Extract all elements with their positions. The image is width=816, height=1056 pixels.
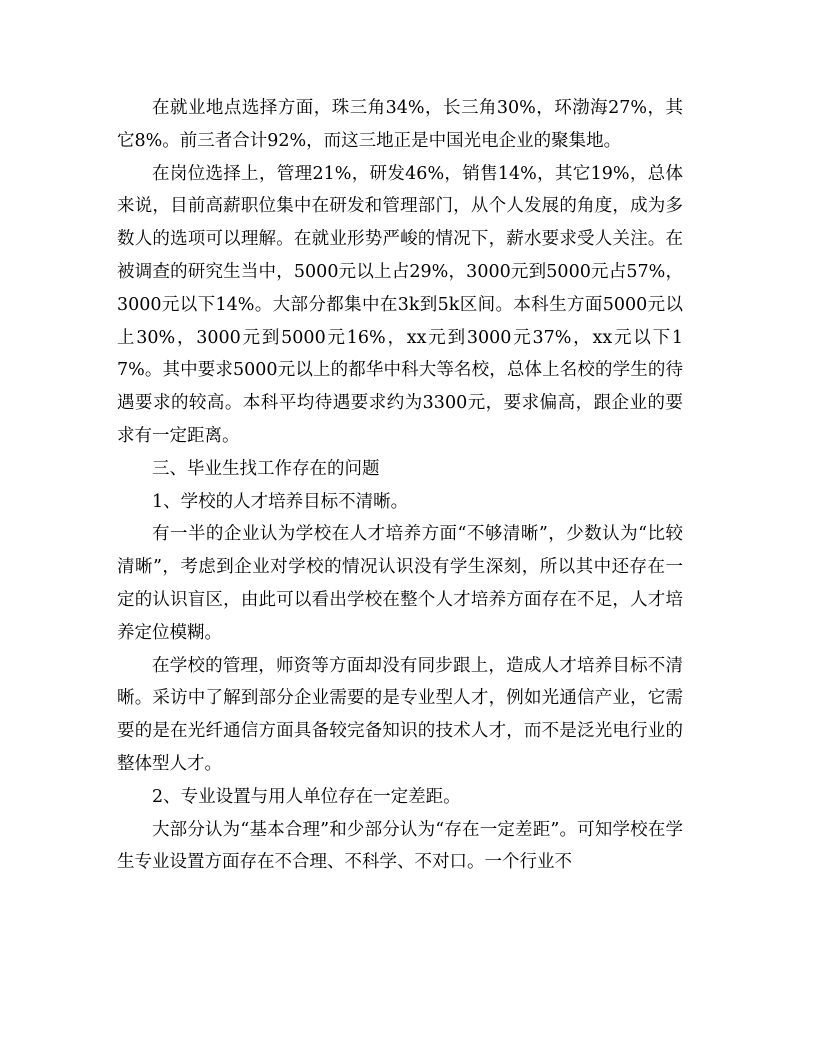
paragraph-employment-location: 在就业地点选择方面，珠三角34%，长三角30%，环渤海27%，其它8%。前三者合计92%，而这三地正是中国光电企业的聚集地。 — [117, 98, 683, 151]
paragraph-training-clarity: 有一半的企业认为学校在人才培养方面“不够清晰”，少数认为“比较清晰”，考虑到企业对学校的情况认识没有学生深刻，所以其中还存在一定的认识盲区，由此可以看出学校在整个人才培养方面存在不足，人才培养定位模糊。 — [117, 524, 683, 643]
paragraph-position-and-salary: 在岗位选择上，管理21%，研发46%，销售14%，其它19%，总体来说，目前高薪职位集中在研发和管理部门，从个人发展的角度，成为多数人的选项可以理解。在就业形势严峻的情况下，薪水要求受人关注。在被调查的研究生当中，5000元以上占29%，3000元到5000元占57%，3000元以下14%。大部分都集中在3k到5k区间。本科生方面5000元以上30%，3000元到5000元16%，xx元到3000元37%，xx元以下17%。其中要求5000元以上的都华中科大等名校，总体上名校的学生的待遇要求的较高。本科平均待遇要求约为3300元，要求偏高，跟企业的要求有一定距离。 — [117, 163, 683, 446]
document-body — [117, 92, 683, 879]
paragraph-management-faculty: 在学校的管理，师资等方面却没有同步跟上，造成人才培养目标不清晰。采访中了解到部分企业需要的是专业型人才，例如光通信产业，它需要的是在光纤通信方面具备较完备知识的技术人才，而不是泛光电行业的整体型人才。 — [117, 655, 683, 774]
subheading-training-goal: 1、学校的人才培养目标不清晰。 — [152, 491, 409, 512]
paragraph-major-setup-evaluation: 大部分认为“基本合理”和少部分认为“存在一定差距”。可知学校在学生专业设置方面存在不合理、不科学、不对口。一个行业不 — [117, 819, 683, 873]
subheading-major-setup: 2、专业设置与用人单位存在一定差距。 — [152, 786, 461, 807]
section-heading-problems: 三、毕业生找工作存在的问题 — [152, 458, 380, 479]
